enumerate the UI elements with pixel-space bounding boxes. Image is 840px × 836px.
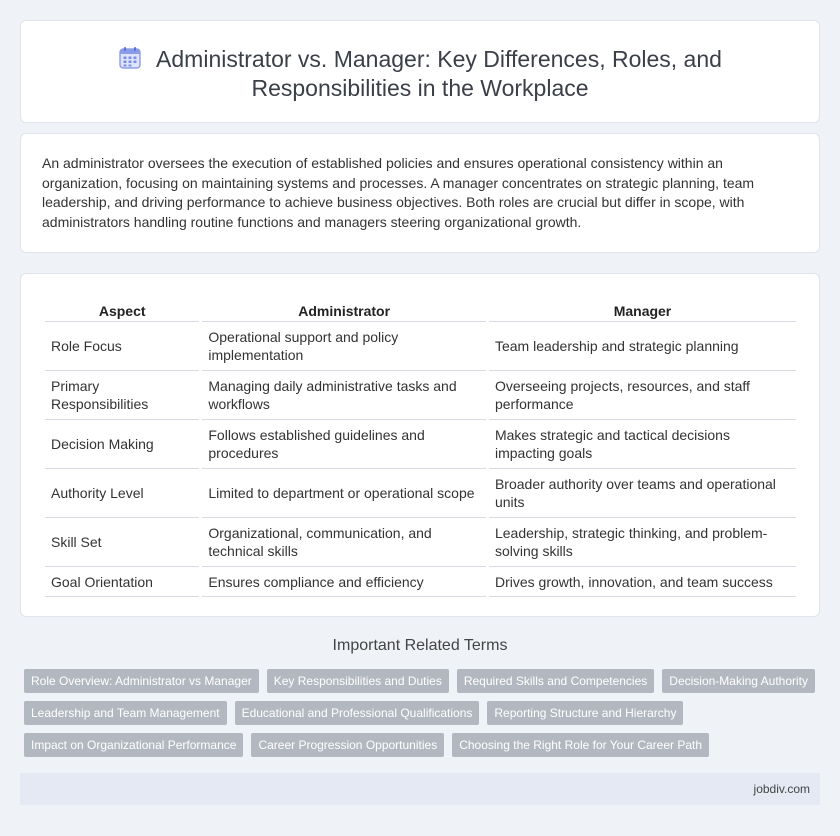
footer-site-link[interactable]: jobdiv.com — [753, 782, 810, 796]
comparison-table — [42, 298, 799, 597]
table-row — [45, 567, 796, 597]
cell-aspect: Authority Level — [45, 469, 199, 518]
related-terms-list — [24, 669, 824, 765]
tag-row — [24, 669, 824, 693]
footer — [20, 773, 820, 805]
cell-administrator: Organizational, communication, and technical skills — [202, 518, 486, 567]
related-term-tag[interactable]: Choosing the Right Role for Your Career Path — [452, 733, 709, 757]
tag-row — [24, 701, 824, 725]
related-term-tag[interactable]: Educational and Professional Qualifications — [235, 701, 480, 725]
cell-administrator: Limited to department or operational scope — [202, 469, 486, 518]
related-terms-title: Important Related Terms — [332, 637, 508, 654]
cell-manager: Overseeing projects, resources, and staff performance — [489, 371, 796, 420]
related-term-tag[interactable]: Role Overview: Administrator vs Manager — [24, 669, 259, 693]
table-row — [45, 420, 796, 469]
cell-administrator: Follows established guidelines and procedures — [202, 420, 486, 469]
table-row — [45, 322, 796, 371]
cell-aspect: Decision Making — [45, 420, 199, 469]
cell-manager: Broader authority over teams and operational units — [489, 469, 796, 518]
related-term-tag[interactable]: Leadership and Team Management — [24, 701, 227, 725]
cell-aspect: Role Focus — [45, 322, 199, 371]
tag-row — [24, 733, 824, 757]
related-term-tag[interactable]: Impact on Organizational Performance — [24, 733, 243, 757]
table-row — [45, 518, 796, 567]
cell-manager: Leadership, strategic thinking, and problem-solving skills — [489, 518, 796, 567]
header-administrator: Administrator — [202, 298, 486, 322]
page-title — [21, 45, 819, 103]
related-term-tag[interactable]: Reporting Structure and Hierarchy — [487, 701, 683, 725]
cell-aspect: Goal Orientation — [45, 567, 199, 597]
header-manager: Manager — [489, 298, 796, 322]
related-term-tag[interactable]: Decision-Making Authority — [662, 669, 815, 693]
header-aspect: Aspect — [45, 298, 199, 322]
table-row — [45, 371, 796, 420]
related-term-tag[interactable]: Career Progression Opportunities — [251, 733, 444, 757]
calendar-icon — [118, 46, 142, 70]
cell-administrator: Ensures compliance and efficiency — [202, 567, 486, 597]
cell-manager: Makes strategic and tactical decisions impacting goals — [489, 420, 796, 469]
cell-administrator: Managing daily administrative tasks and workflows — [202, 371, 486, 420]
intro-card — [20, 133, 820, 253]
page-title-text: Administrator vs. Manager: Key Differences, Roles, and Responsibilities in the Workplace — [156, 46, 722, 101]
table-header-row — [45, 298, 796, 322]
cell-administrator: Operational support and policy implementation — [202, 322, 486, 371]
cell-manager: Team leadership and strategic planning — [489, 322, 796, 371]
table-row — [45, 469, 796, 518]
cell-manager: Drives growth, innovation, and team success — [489, 567, 796, 597]
intro-paragraph: An administrator oversees the execution of established policies and ensures operational consistency within an organization, focusing on maintaining systems and processes. A manager concentrates on strategic planning, team leadership, and driving performance to achieve business objectives. Both roles are crucial but differ in scope, with administrators handling routine functions and managers steering organizational growth. — [42, 155, 755, 230]
header-card — [20, 20, 820, 123]
related-term-tag[interactable]: Required Skills and Competencies — [457, 669, 654, 693]
related-term-tag[interactable]: Key Responsibilities and Duties — [267, 669, 449, 693]
comparison-card — [20, 273, 820, 617]
cell-aspect: Primary Responsibilities — [45, 371, 199, 420]
cell-aspect: Skill Set — [45, 518, 199, 567]
